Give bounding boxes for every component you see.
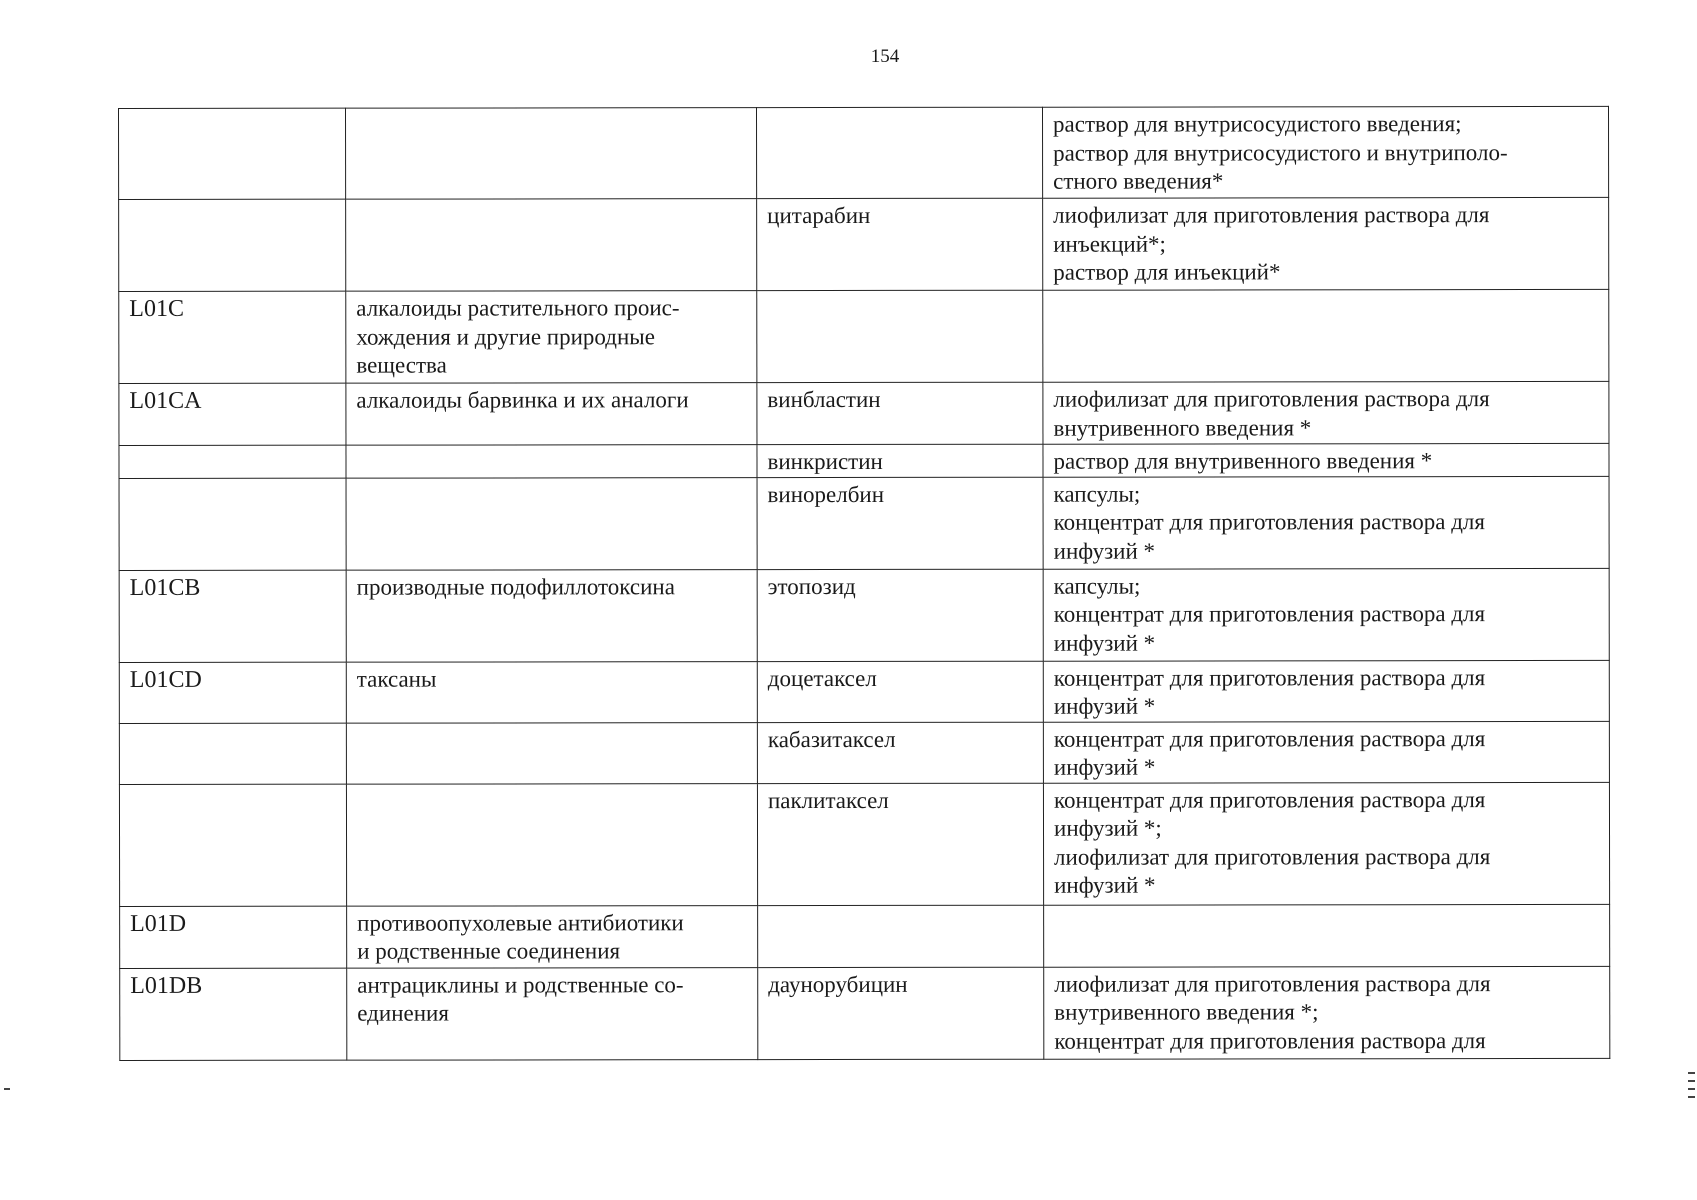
atc-code-cell bbox=[119, 784, 346, 906]
left-edge-mark bbox=[4, 1088, 10, 1090]
drug-name-cell: даунорубицин bbox=[758, 967, 1044, 1059]
atc-code-cell bbox=[119, 108, 346, 199]
dosage-forms-cell: лиофилизат для приготовления раствора для внутривенного введения * bbox=[1043, 381, 1609, 444]
table-row bbox=[119, 106, 1609, 199]
group-name-cell: противоопухолевые антибиотики и родственные соединения bbox=[347, 905, 758, 968]
drug-name-cell bbox=[757, 107, 1043, 198]
drug-name-cell: паклитаксел bbox=[757, 783, 1043, 905]
group-name-cell bbox=[346, 199, 757, 292]
drug-name-cell bbox=[757, 290, 1043, 382]
dosage-forms-cell: капсулы; концентрат для приготовления раствора для инфузий * bbox=[1043, 476, 1609, 569]
table-row bbox=[119, 660, 1609, 723]
dosage-forms-cell: концентрат для приготовления раствора для инфузий *; лиофилизат для приготовления раствора для инфузий * bbox=[1043, 782, 1609, 905]
group-name-cell bbox=[346, 722, 757, 784]
atc-code-cell: L01CD bbox=[119, 662, 346, 723]
table-row bbox=[119, 721, 1609, 784]
table-row bbox=[119, 381, 1609, 445]
right-edge-mark bbox=[1688, 1080, 1695, 1082]
drug-name-cell: кабазитаксел bbox=[757, 722, 1043, 783]
atc-code-cell bbox=[119, 199, 346, 291]
drug-name-cell bbox=[758, 905, 1044, 967]
drug-name-cell: винорелбин bbox=[757, 477, 1043, 569]
dosage-forms-cell: капсулы; концентрат для приготовления раствора для инфузий * bbox=[1043, 568, 1609, 661]
table-row bbox=[119, 443, 1609, 478]
group-name-cell: таксаны bbox=[346, 661, 757, 723]
dosage-forms-cell: раствор для внутривенного введения * bbox=[1043, 443, 1609, 476]
table-row bbox=[120, 904, 1610, 968]
drug-name-cell: доцетаксел bbox=[757, 661, 1043, 722]
right-edge-mark bbox=[1688, 1088, 1695, 1090]
dosage-forms-cell: лиофилизат для приготовления раствора для внутривенного введения *; концентрат для приготовления раствора для bbox=[1044, 966, 1610, 1059]
table-row bbox=[119, 782, 1609, 906]
drug-table bbox=[118, 106, 1610, 1061]
dosage-forms-cell bbox=[1044, 904, 1610, 967]
table-row bbox=[119, 476, 1609, 570]
atc-code-cell: L01C bbox=[119, 291, 346, 383]
dosage-forms-cell: концентрат для приготовления раствора для инфузий * bbox=[1043, 721, 1609, 783]
right-edge-mark bbox=[1688, 1072, 1695, 1074]
page-number: 154 bbox=[870, 46, 900, 67]
table-row bbox=[119, 197, 1609, 291]
atc-code-cell: L01CB bbox=[119, 570, 346, 662]
atc-code-cell: L01D bbox=[120, 906, 347, 968]
group-name-cell: производные подофиллотоксина bbox=[346, 569, 757, 662]
group-name-cell: алкалоиды барвинка и их аналоги bbox=[346, 383, 757, 446]
drug-name-cell: винбластин bbox=[757, 382, 1043, 444]
group-name-cell bbox=[346, 108, 757, 200]
atc-code-cell bbox=[119, 445, 346, 478]
group-name-cell: алкалоиды растительного проис- хождения и другие природные вещества bbox=[346, 291, 757, 384]
dosage-forms-cell bbox=[1043, 289, 1609, 382]
group-name-cell bbox=[346, 445, 757, 478]
group-name-cell bbox=[346, 783, 757, 906]
atc-code-cell bbox=[119, 723, 346, 784]
drug-name-cell: винкристин bbox=[757, 444, 1043, 477]
group-name-cell: антрациклины и родственные со- единения bbox=[347, 967, 758, 1060]
atc-code-cell bbox=[119, 478, 346, 570]
table-row bbox=[120, 966, 1610, 1060]
drug-name-cell: цитарабин bbox=[757, 198, 1043, 290]
table-row bbox=[119, 568, 1609, 662]
dosage-forms-cell: лиофилизат для приготовления раствора для инъекций*; раствор для инъекций* bbox=[1043, 197, 1609, 290]
table-row bbox=[119, 289, 1609, 383]
drug-name-cell: этопозид bbox=[757, 569, 1043, 661]
atc-code-cell: L01CA bbox=[119, 383, 346, 445]
atc-code-cell: L01DB bbox=[120, 968, 347, 1060]
right-edge-mark bbox=[1688, 1096, 1695, 1098]
group-name-cell bbox=[346, 477, 757, 570]
dosage-forms-cell: раствор для внутрисосудистого введения; раствор для внутрисосудистого и внутриполо- стного введения* bbox=[1042, 106, 1608, 198]
dosage-forms-cell: концентрат для приготовления раствора для инфузий * bbox=[1043, 660, 1609, 722]
